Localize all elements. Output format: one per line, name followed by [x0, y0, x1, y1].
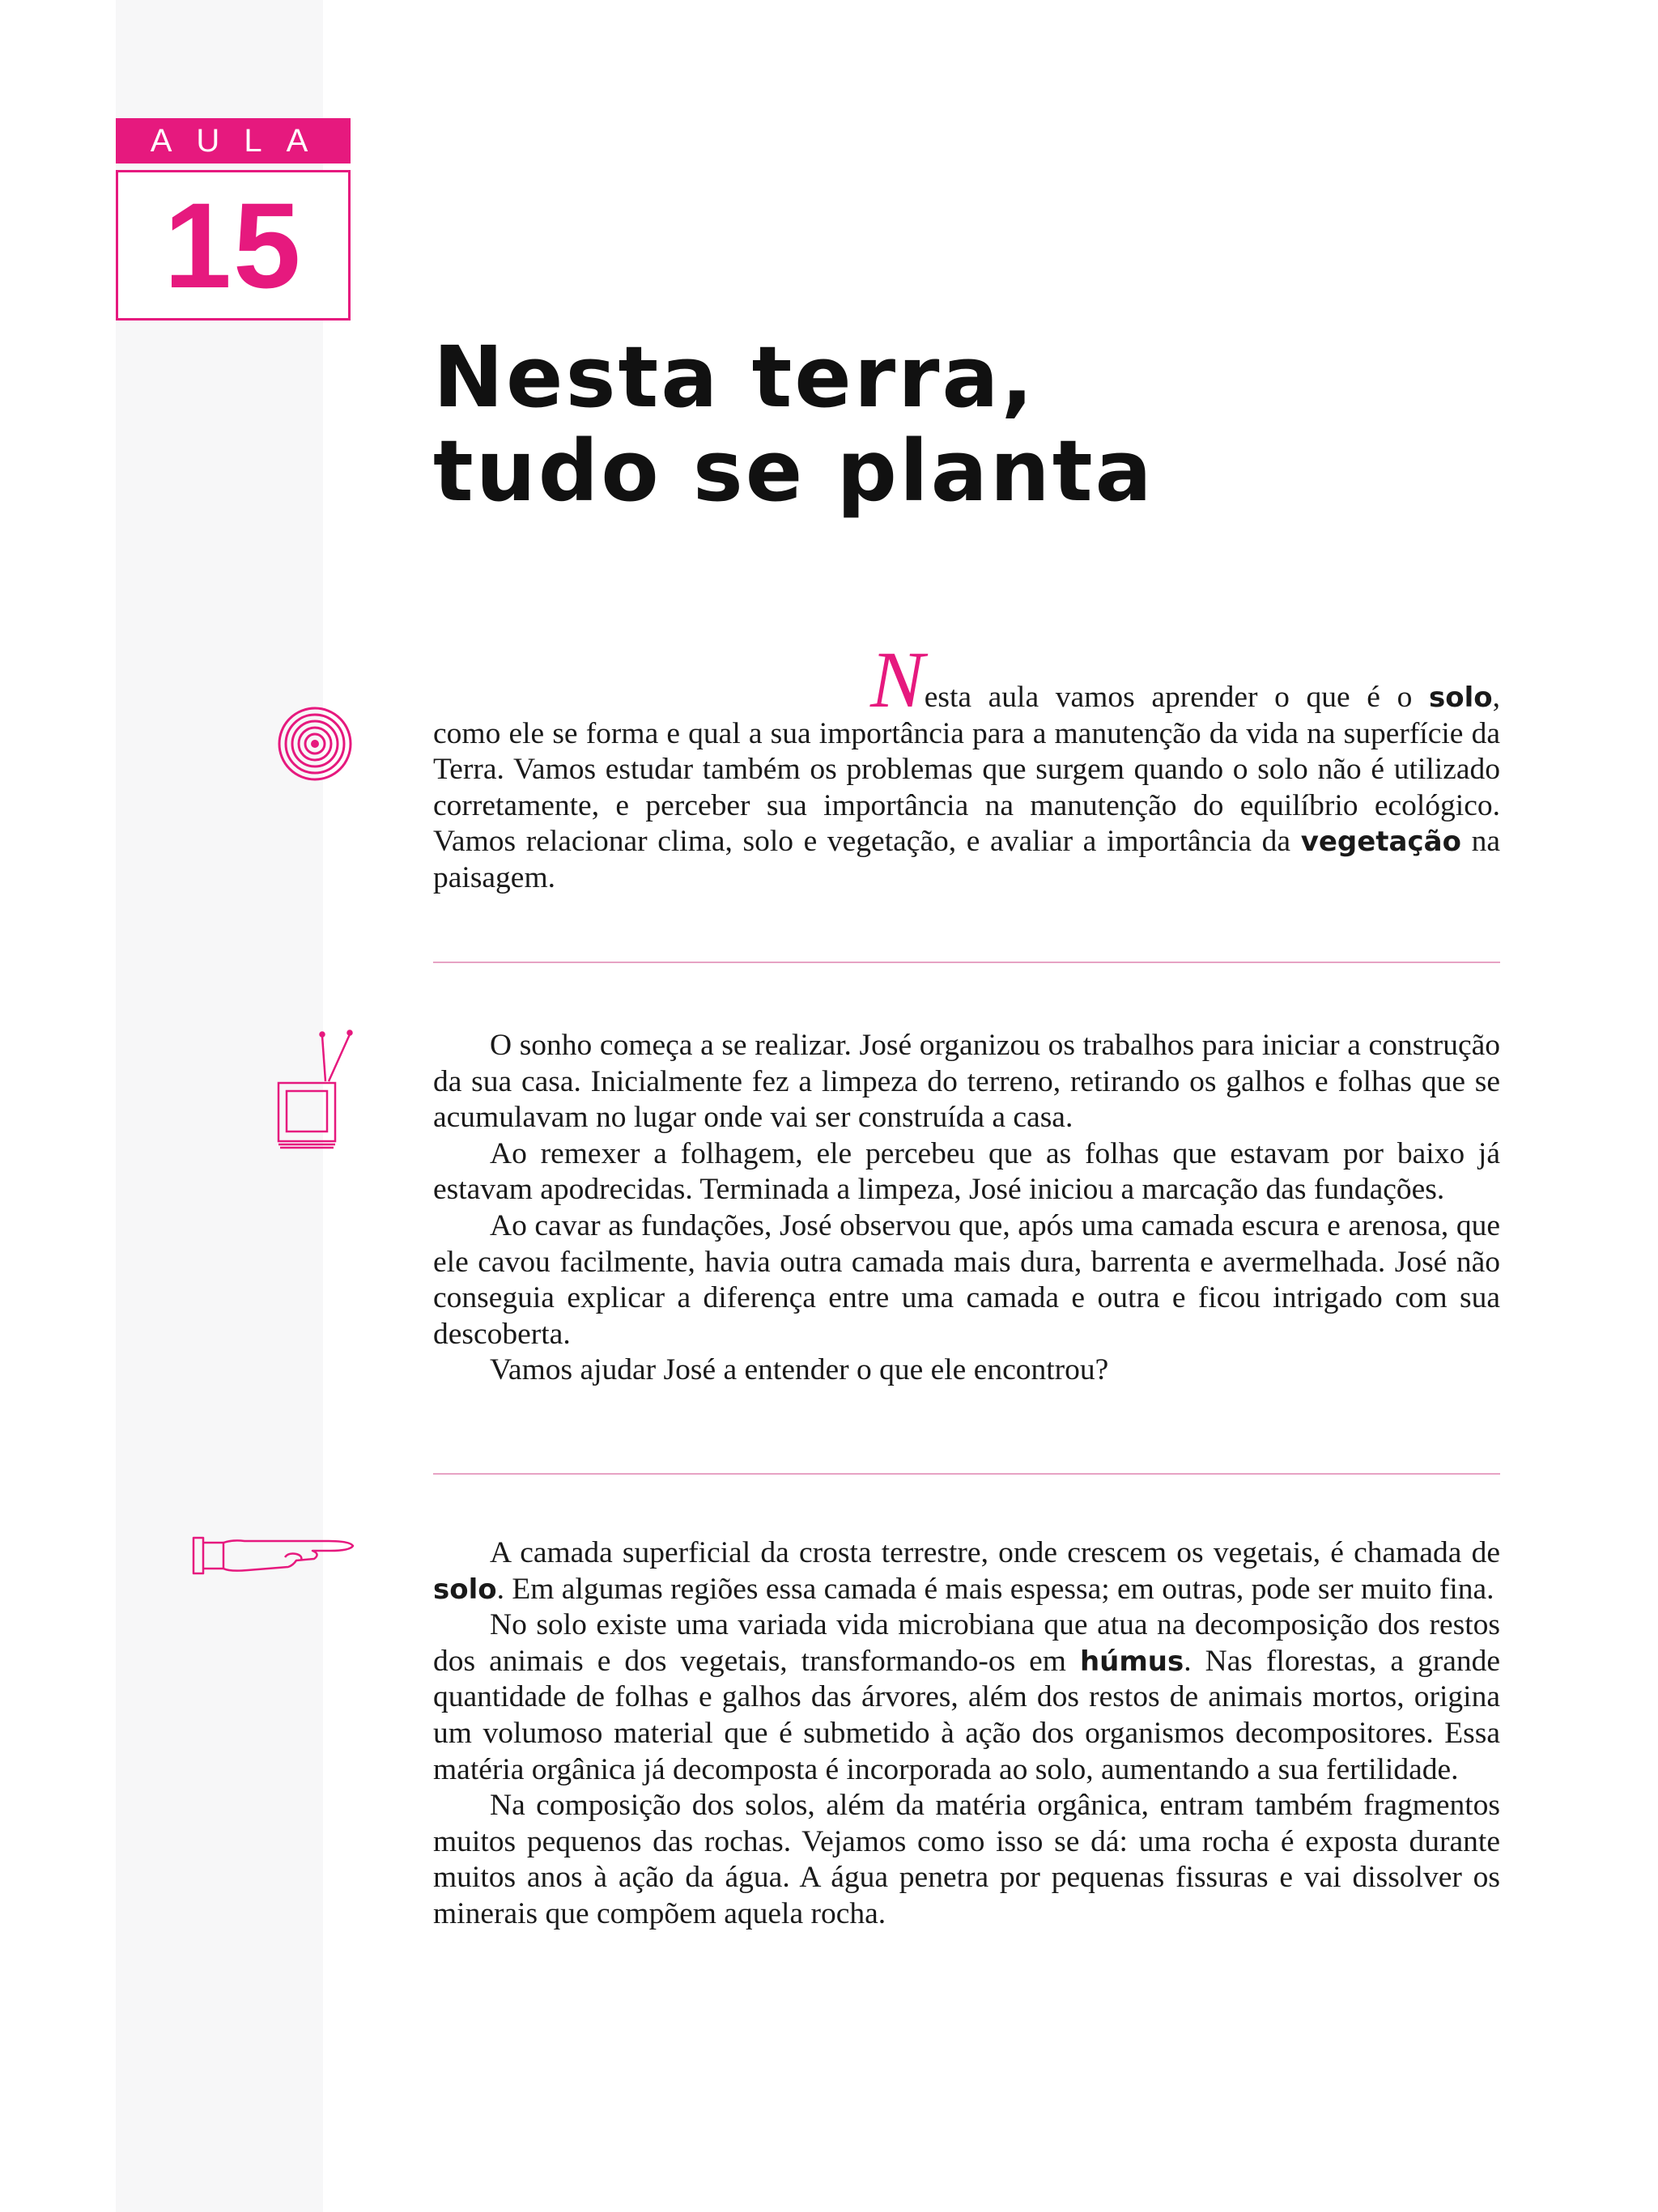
target-icon	[277, 706, 353, 782]
story-paragraph-1: O sonho começa a se realizar. José organizou os trabalhos para iniciar a construção da sua casa. Inicialmente fez a limpeza do terreno, retirando os galhos e folhas que se acumulavam no lugar onde vai ser construída a casa.	[433, 1029, 1500, 1135]
lesson-badge	[116, 118, 351, 321]
lesson-paragraph-2-a: No solo existe uma variada vida microbiana que atua na decomposição dos restos dos animais e dos vegetais, transformando-os em	[433, 1608, 1500, 1678]
objectives-text-c: na paisagem.	[433, 825, 1500, 894]
title-line-1: Nesta terra,	[433, 328, 1036, 427]
objectives-text-a: esta aula vamos aprender o que é o	[924, 681, 1430, 714]
lesson-paragraph-2	[433, 1607, 1500, 1788]
story-text	[433, 1028, 1500, 1389]
title-line-2: tudo se planta	[433, 422, 1154, 520]
story-paragraph-3: Ao cavar as fundações, José observou que, após uma camada escura e arenosa, que ele cavou facilmente, havia outra camada mais dura, barrenta e avermelhada. José não conseguia explicar a diferença entre uma camada e outra e ficou intrigado com sua descoberta.	[433, 1208, 1500, 1351]
section-divider	[433, 962, 1500, 963]
drop-cap: N	[870, 635, 925, 724]
objectives-text-b: , como ele se forma e qual a sua importância para a manutenção da vida na superfície da Terra. Vamos estudar também os problemas que surgem quando o solo não é utilizado corretamente, e perceber sua importância na manutenção do equilíbrio ecológico. Vamos relacionar clima, solo e vegetação, e avaliar a importância da	[433, 681, 1500, 859]
objectives-paragraph	[433, 635, 1500, 897]
television-icon	[275, 1028, 356, 1157]
keyword-humus: húmus	[1079, 1645, 1184, 1678]
lesson-number-box	[116, 170, 351, 321]
lesson-paragraph-1-b: . Em algumas regiões essa camada é mais espessa; em outras, pode ser muito fina.	[496, 1572, 1494, 1606]
story-paragraph-4: Vamos ajudar José a entender o que ele encontrou?	[490, 1353, 1109, 1387]
lesson-text	[433, 1535, 1500, 1933]
keyword-solo: solo	[433, 1573, 497, 1606]
keyword-solo: solo	[1429, 681, 1493, 714]
lesson-paragraph-1-a: A camada superficial da crosta terrestre, onde crescem os vegetais, é chamada de	[490, 1536, 1500, 1569]
lesson-paragraph-2-b: . Nas florestas, a grande quantidade de folhas e galhos das árvores, além dos restos de animais mortos, origina um volumoso material que é submetido à ação dos organismos decompositores. Essa matéria orgânica já decomposta é incorporada ao solo, aumentando a sua fertilidade.	[433, 1644, 1500, 1786]
lesson-number: 15	[164, 177, 303, 313]
story-paragraph-2: Ao remexer a folhagem, ele percebeu que as folhas que estavam por baixo já estavam apodrecidas. Terminada a limpeza, José iniciou a marcação das fundações.	[433, 1136, 1500, 1207]
pointing-hand-icon	[191, 1535, 356, 1577]
lesson-label: AULA	[116, 118, 351, 163]
section-divider	[433, 1473, 1500, 1475]
page-title	[433, 330, 1486, 518]
lesson-paragraph-3: Na composição dos solos, além da matéria orgânica, entram também fragmentos muitos pequenos das rochas. Vejamos como isso se dá: uma rocha é exposta durante muitos anos à ação da água. A água penetra por pequenas fissuras e vai dissolver os minerais que compõem aquela rocha.	[433, 1789, 1500, 1930]
lesson-paragraph-1	[433, 1535, 1500, 1607]
objectives-text	[433, 635, 1500, 897]
keyword-vegetacao: vegetação	[1300, 826, 1461, 859]
